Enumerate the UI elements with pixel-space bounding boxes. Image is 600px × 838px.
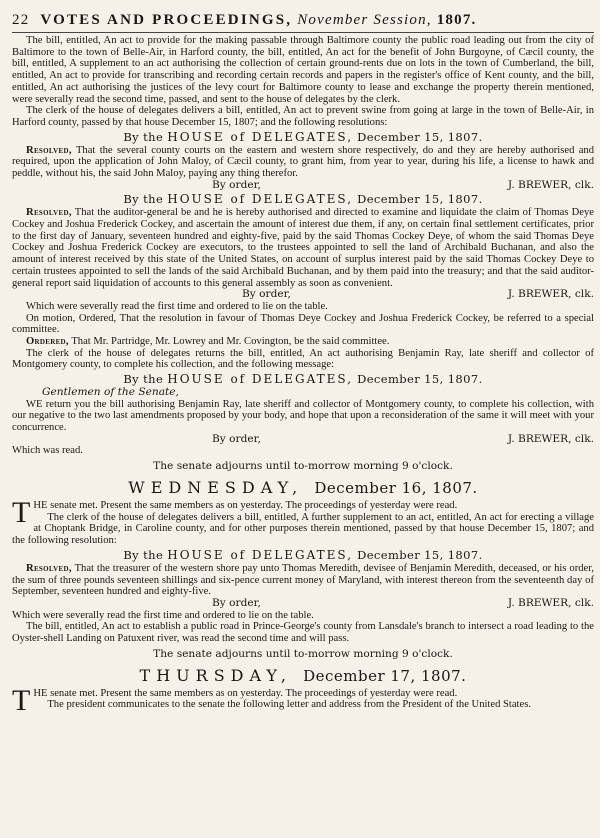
senate-met-text: HE senate met. Present the same members as on yesterday. The proceedings of yesterday were read. — [33, 687, 458, 699]
house-of-delegates: HOUSE of DELEGATES, — [167, 192, 354, 207]
by-house-heading — [12, 372, 594, 386]
clerk-name: J. BREWER, clk. — [507, 288, 594, 301]
clerk-name: J. BREWER, clk. — [507, 596, 594, 609]
signature-line — [12, 180, 594, 192]
by-house-prefix: By the — [123, 192, 164, 207]
by-house-prefix: By the — [123, 372, 164, 387]
running-title: VOTES AND PROCEEDINGS, — [40, 12, 293, 28]
paragraph-bills-second-reading: The bill, entitled, An act to provide for the making passable through Baltimore county the public road leading out from the city of Baltimore to the town of Belle-Air, in Harford county, the bill, entitled, An act for the benefit of John Burgoyne, of Cæcil county, the bill, entitled, A supplement to an act authorising the collection of certain ground-rents due on lots in the town of Cumberland, the bill, entitled, An act to provide for transcribing and recording certain records and papers in the register's office of Kent county, and the bill, entitled, An act authorising the justices of the levy court for Baltimore county to lease and exchange the property therein mentioned, were severally read the second time, passed, and sent to the house of delegates by the clerk. — [12, 35, 594, 105]
paragraph-which-was-read: Which was read. — [12, 445, 83, 457]
page-number: 22 — [12, 12, 30, 28]
paragraph-prince-georges-road: The bill, entitled, An act to establish a public road in Prince-George's county from Lansdale's branch to intersect a road leading to the Oyster-shell Landing on Patuxent river, was read the second time and will pass. — [12, 621, 594, 644]
clerk-name: J. BREWER, clk. — [507, 178, 594, 191]
day-heading-wednesday — [12, 478, 594, 497]
day-date: December 16, 1807. — [314, 479, 478, 498]
signature-line — [12, 598, 594, 610]
adjournment-line: The senate adjourns until to-morrow morning 9 o'clock. — [153, 647, 453, 660]
resolved-label: Resolved, — [26, 144, 72, 156]
paragraph-motion-special-committee: On motion, Ordered, That the resolution in favour of Thomas Deye Cockey and Joshua Frederick Cockey, be referred to a special committee. — [12, 312, 594, 336]
weekday: WEDNESDAY, — [128, 478, 304, 498]
paragraph-read-first-time: Which were severally read the first time and ordered to lie on the table. — [12, 609, 314, 621]
senate-met-text: HE senate met. Present the same members as on yesterday. The proceedings of yesterday were read. — [33, 500, 458, 512]
by-order: By order, — [212, 178, 261, 191]
resolution-meredith — [12, 563, 594, 598]
resolution-cockey — [12, 207, 594, 289]
by-order: By order, — [212, 596, 261, 609]
by-house-heading — [12, 548, 594, 562]
by-house-heading — [12, 192, 594, 206]
by-house-date: December 15, 1807. — [357, 192, 483, 207]
resolution-maloy — [12, 145, 594, 180]
paragraph-choptank-bill: The clerk of the house of delegates delivers a bill, entitled, A further supplement to an act, entitled, An act for erecting a village at Choptank Bridge, in Caroline county, and for other purposes therein mentioned, passed by that house December 15, 1807; and the following resolution: — [12, 511, 594, 547]
clerk-name: J. BREWER, clk. — [507, 432, 594, 445]
resolution-text: That the several county courts on the eastern and western shore respectively, do and they are hereby authorised and required, upon the application of John Maloy, of Cæcil county, to grant him, from year to year, during his life, a license to hawk and peddle, without his, the said John Maloy, paying any thing therefor. — [12, 144, 594, 180]
page-header — [12, 12, 594, 29]
by-house-date: December 15, 1807. — [357, 372, 483, 387]
signature-line — [12, 434, 594, 446]
day-heading-thursday — [12, 666, 594, 685]
house-of-delegates: HOUSE of DELEGATES, — [167, 129, 354, 144]
header-rule — [12, 32, 594, 33]
adjournment-line: The senate adjourns until to-morrow morning 9 o'clock. — [153, 460, 453, 473]
resolution-text: That the auditor-general be and he is hereby authorised and directed to examine and liquidate the claim of Thomas Deye Cockey and Joshua Frederick Cockey, and ascertain the amount of interest due them, if any, on certain final settlement certificates, prior to the first day of January, seventeen hundred and eighty-five, paid by the said Thomas Cockey Deye, of whom the said Thomas Deye Cockey and Joshua Frederick Cockey are executors, to the trustees appointed to sell the land of Archibald Buchanan, and also the amount of interest received by this state of the United States, on account of surplus interest paid by the said Thomas Cockey Deye to certain trustees appointed to sell the lands of the said Archibald Buchanan, and by them paid into the treasury; and that the said auditor-general report said liquidation of accounts to this general assembly as soon as convenient. — [12, 207, 594, 289]
resolved-label: Resolved, — [26, 207, 72, 219]
day-date: December 17, 1807. — [303, 666, 467, 685]
resolution-text: That the treasurer of the western shore pay unto Thomas Meredith, devisee of Benjamin Meredith, deceased, or his order, the sum of three pounds seventeen shillings and six-pence current money of Maryland, with interest thereon from the seventeenth day of September, seventeen hundred and eighty-five. — [12, 562, 594, 598]
message-text: WE return you the bill authorising Benjamin Ray, late sheriff and collector of Montgomery county, to complete his collection, with our negative to the two last amendments proposed by your body, and hope that upon a reconsideration of the same it will meet with your concurrence. — [12, 398, 594, 434]
by-house-prefix: By the — [123, 129, 164, 144]
by-house-date: December 15, 1807. — [357, 547, 483, 562]
by-house-date: December 15, 1807. — [357, 129, 483, 144]
paragraph-committee-members — [12, 336, 594, 348]
paragraph-read-first-time: Which were severally read the first time and ordered to lie on the table. — [26, 300, 328, 312]
paragraph-clerk-swine-bill: The clerk of the house of delegates delivers a bill, entitled, An act to prevent swine from going at large in the town of Belle-Air, in Harford county, passed by that house December 15, 1807; and the following resolutions: — [12, 105, 594, 128]
ordered-label: Ordered, — [26, 335, 69, 347]
session-label: November Session, — [297, 12, 432, 28]
weekday: THURSDAY, — [139, 665, 292, 685]
paragraph-president-communicates: The president communicates to the senate the following letter and address from the President of the United States. — [47, 699, 531, 711]
ordered-text: That Mr. Partridge, Mr. Lowrey and Mr. Covington, be the said committee. — [71, 335, 390, 347]
house-of-delegates: HOUSE of DELEGATES, — [167, 547, 354, 562]
house-of-delegates: HOUSE of DELEGATES, — [167, 372, 354, 387]
salutation: Gentlemen of the Senate, — [42, 386, 179, 399]
by-house-heading — [12, 130, 594, 144]
drop-cap: T — [12, 496, 31, 530]
drop-cap: T — [12, 683, 31, 717]
paragraph-clerk-returns-bill: The clerk of the house of delegates returns the bill, entitled, An act authorising Benjamin Ray, late sheriff and collector of Montgomery county, to complete his collection, and the following message: — [12, 347, 594, 371]
by-order: By order, — [242, 288, 291, 301]
session-year: 1807. — [436, 12, 477, 28]
signature-line — [12, 289, 594, 301]
by-order: By order, — [212, 432, 261, 445]
by-house-prefix: By the — [123, 547, 164, 562]
resolved-label: Resolved, — [26, 562, 72, 574]
